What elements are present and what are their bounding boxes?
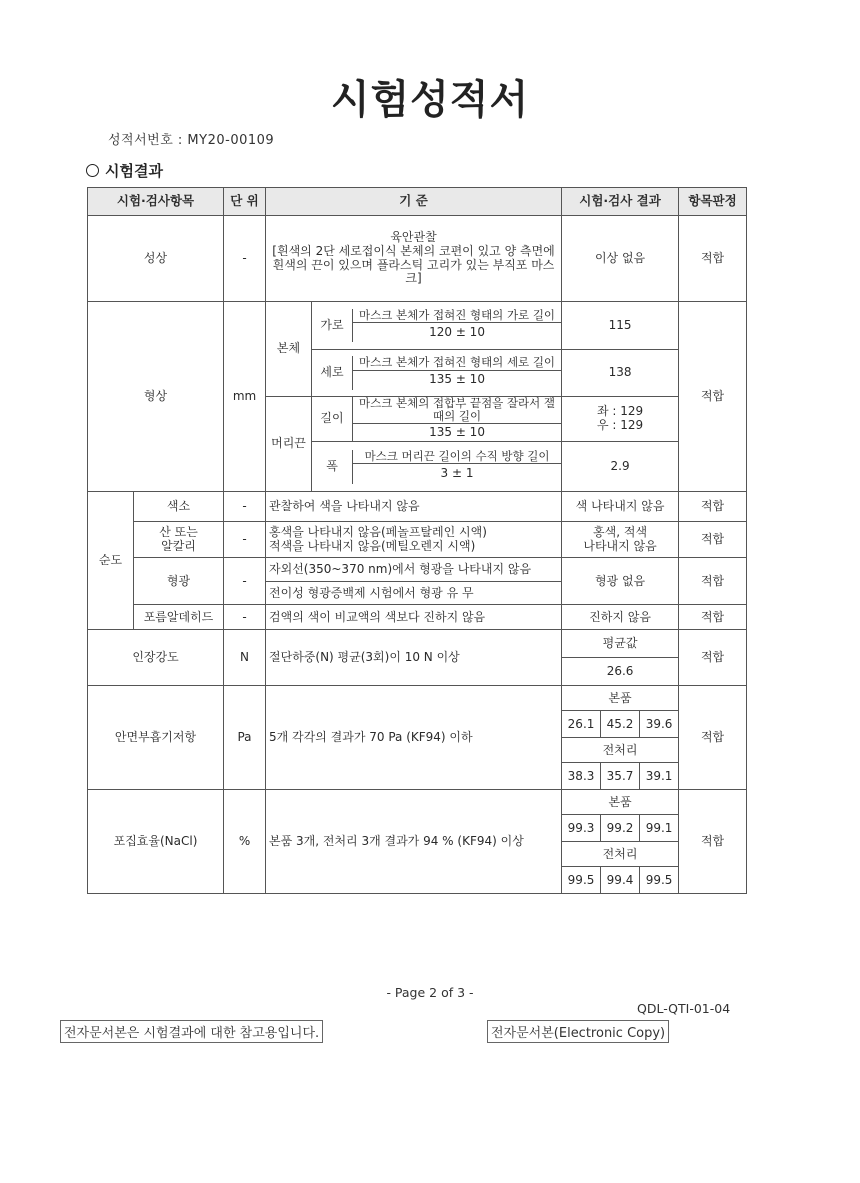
row-result: 색 나타내지 않음 bbox=[562, 492, 679, 522]
shape-breadth-cell bbox=[312, 442, 562, 492]
shape-breadth-result: 2.9 bbox=[562, 442, 679, 492]
breathing-value-b1: 38.3 bbox=[562, 763, 601, 790]
filtration-value-b2: 99.4 bbox=[601, 867, 640, 894]
filtration-value-a1: 99.3 bbox=[562, 815, 601, 842]
table-row bbox=[88, 790, 747, 815]
shape-length-result bbox=[562, 397, 679, 442]
row-item: 형상 bbox=[88, 302, 224, 492]
shape-width-spec: 120 ± 10 bbox=[429, 324, 485, 339]
shape-height-spec: 135 ± 10 bbox=[429, 372, 485, 387]
header-result: 시험·검사 결과 bbox=[562, 188, 679, 216]
circle-bullet-icon bbox=[86, 164, 99, 177]
tensile-result-label: 평균값 bbox=[562, 630, 679, 658]
row-criteria: 자외선(350~370 nm)에서 형광을 나타내지 않음 bbox=[266, 558, 562, 582]
section-heading bbox=[86, 160, 163, 181]
row-judgement: 적합 bbox=[679, 492, 747, 522]
row-criteria: 전이성 형광증백제 시험에서 형광 유 무 bbox=[266, 582, 562, 605]
filtration-label-b: 전처리 bbox=[562, 842, 679, 867]
header-criteria: 기 준 bbox=[266, 188, 562, 216]
reference-stamp: 전자문서본은 시험결과에 대한 참고용입니다. bbox=[60, 1020, 323, 1043]
row-item: 포집효율(NaCl) bbox=[88, 790, 224, 894]
row-criteria: 관찰하여 색을 나타내지 않음 bbox=[266, 492, 562, 522]
shape-body-label: 본체 bbox=[266, 302, 312, 397]
row-unit: - bbox=[224, 216, 266, 302]
row-unit: - bbox=[224, 558, 266, 605]
table-row bbox=[88, 302, 747, 330]
table-row bbox=[88, 605, 747, 630]
breathing-value-a3: 39.6 bbox=[640, 711, 679, 738]
row-unit: - bbox=[224, 605, 266, 630]
shape-strap-label: 머리끈 bbox=[266, 397, 312, 492]
row-unit: mm bbox=[224, 302, 266, 492]
table-row bbox=[88, 216, 747, 302]
header-item: 시험·검사항목 bbox=[88, 188, 224, 216]
row-item: 인장강도 bbox=[88, 630, 224, 686]
breathing-value-a2: 45.2 bbox=[601, 711, 640, 738]
row-item bbox=[134, 522, 224, 558]
test-results-table bbox=[87, 187, 747, 894]
table-row bbox=[88, 686, 747, 711]
table-row bbox=[88, 522, 747, 558]
row-item: 안면부흡기저항 bbox=[88, 686, 224, 790]
row-judgement: 적합 bbox=[679, 522, 747, 558]
table-row bbox=[88, 492, 747, 522]
filtration-value-a3: 99.1 bbox=[640, 815, 679, 842]
result-line: 나타내지 않음 bbox=[583, 538, 657, 553]
filtration-value-b3: 99.5 bbox=[640, 867, 679, 894]
shape-height-desc: 마스크 본체가 접혀진 형태의 세로 길이 bbox=[353, 356, 561, 370]
row-item-line: 산 또는 bbox=[159, 525, 198, 540]
shape-length-result-right: 우 : 129 bbox=[596, 418, 644, 433]
report-number: 성적서번호 : MY20-00109 bbox=[108, 133, 275, 148]
row-unit: - bbox=[224, 522, 266, 558]
shape-width-desc: 마스크 본체가 접혀진 형태의 가로 길이 bbox=[353, 309, 561, 323]
row-criteria bbox=[266, 216, 562, 302]
shape-length-cell bbox=[312, 397, 562, 442]
breathing-label-a: 본품 bbox=[562, 686, 679, 711]
shape-height-result: 138 bbox=[562, 350, 679, 397]
criteria-line: 홍색을 나타내지 않음(페놀프탈레인 시액) bbox=[269, 525, 487, 540]
form-number: QDL-QTI-01-04 bbox=[637, 1001, 731, 1016]
shape-width-label: 가로 bbox=[312, 309, 353, 342]
header-judgement: 항목판정 bbox=[679, 188, 747, 216]
shape-width-cell bbox=[312, 302, 562, 350]
row-item: 색소 bbox=[134, 492, 224, 522]
breathing-value-b3: 39.1 bbox=[640, 763, 679, 790]
row-criteria bbox=[266, 522, 562, 558]
table-row bbox=[88, 558, 747, 582]
row-item-line: 알칼리 bbox=[161, 538, 196, 553]
table-header-row bbox=[88, 188, 747, 216]
filtration-label-a: 본품 bbox=[562, 790, 679, 815]
result-line: 홍색, 적색 bbox=[593, 525, 648, 540]
row-judgement: 적합 bbox=[679, 605, 747, 630]
breathing-value-b2: 35.7 bbox=[601, 763, 640, 790]
document-title: 시험성적서 bbox=[330, 77, 530, 123]
purity-label: 순도 bbox=[88, 492, 134, 630]
shape-length-result-left: 좌 : 129 bbox=[596, 404, 644, 419]
criteria-line: 적색을 나타내지 않음(메틸오렌지 시액) bbox=[269, 538, 476, 553]
row-unit: N bbox=[224, 630, 266, 686]
shape-breadth-spec: 3 ± 1 bbox=[440, 466, 474, 481]
row-judgement: 적합 bbox=[679, 216, 747, 302]
breathing-value-a1: 26.1 bbox=[562, 711, 601, 738]
filtration-value-a2: 99.2 bbox=[601, 815, 640, 842]
row-judgement: 적합 bbox=[679, 686, 747, 790]
row-item: 성상 bbox=[88, 216, 224, 302]
page-number: - Page 2 of 3 - bbox=[386, 985, 474, 1000]
tensile-result-value: 26.6 bbox=[562, 658, 679, 686]
row-criteria: 검액의 색이 비교액의 색보다 진하지 않음 bbox=[266, 605, 562, 630]
row-criteria: 5개 각각의 결과가 70 Pa (KF94) 이하 bbox=[266, 686, 562, 790]
shape-length-spec: 135 ± 10 bbox=[429, 425, 485, 440]
row-judgement: 적합 bbox=[679, 790, 747, 894]
section-title: 시험결과 bbox=[105, 162, 163, 180]
row-unit: - bbox=[224, 492, 266, 522]
shape-length-desc: 마스크 본체의 접합부 끝점을 잘라서 잴 때의 길이 bbox=[353, 397, 561, 424]
row-unit: % bbox=[224, 790, 266, 894]
header-unit: 단 위 bbox=[224, 188, 266, 216]
row-judgement: 적합 bbox=[679, 302, 747, 492]
row-item: 포름알데히드 bbox=[134, 605, 224, 630]
row-result: 진하지 않음 bbox=[562, 605, 679, 630]
row-result: 형광 없음 bbox=[562, 558, 679, 605]
shape-breadth-label: 폭 bbox=[312, 450, 353, 484]
row-result: 이상 없음 bbox=[562, 216, 679, 302]
row-criteria: 절단하중(N) 평균(3회)이 10 N 이상 bbox=[266, 630, 562, 686]
row-item: 형광 bbox=[134, 558, 224, 605]
shape-height-label: 세로 bbox=[312, 356, 353, 389]
shape-length-label: 길이 bbox=[312, 397, 353, 441]
criteria-line: [흰색의 2단 세로접이식 본체의 코편이 있고 양 측면에 흰색의 끈이 있으며 플라스틱 고리가 있는 부직포 마스크] bbox=[272, 243, 555, 286]
row-judgement: 적합 bbox=[679, 558, 747, 605]
row-judgement: 적합 bbox=[679, 630, 747, 686]
table-row bbox=[88, 630, 747, 658]
shape-breadth-desc: 마스크 머리끈 길이의 수직 방향 길이 bbox=[353, 450, 561, 464]
shape-height-cell bbox=[312, 350, 562, 397]
electronic-copy-stamp: 전자문서본(Electronic Copy) bbox=[487, 1020, 669, 1043]
shape-width-result: 115 bbox=[562, 302, 679, 350]
criteria-line: 육안관찰 bbox=[390, 229, 437, 244]
row-result bbox=[562, 522, 679, 558]
row-unit: Pa bbox=[224, 686, 266, 790]
filtration-value-b1: 99.5 bbox=[562, 867, 601, 894]
breathing-label-b: 전처리 bbox=[562, 738, 679, 763]
row-criteria: 본품 3개, 전처리 3개 결과가 94 % (KF94) 이상 bbox=[266, 790, 562, 894]
